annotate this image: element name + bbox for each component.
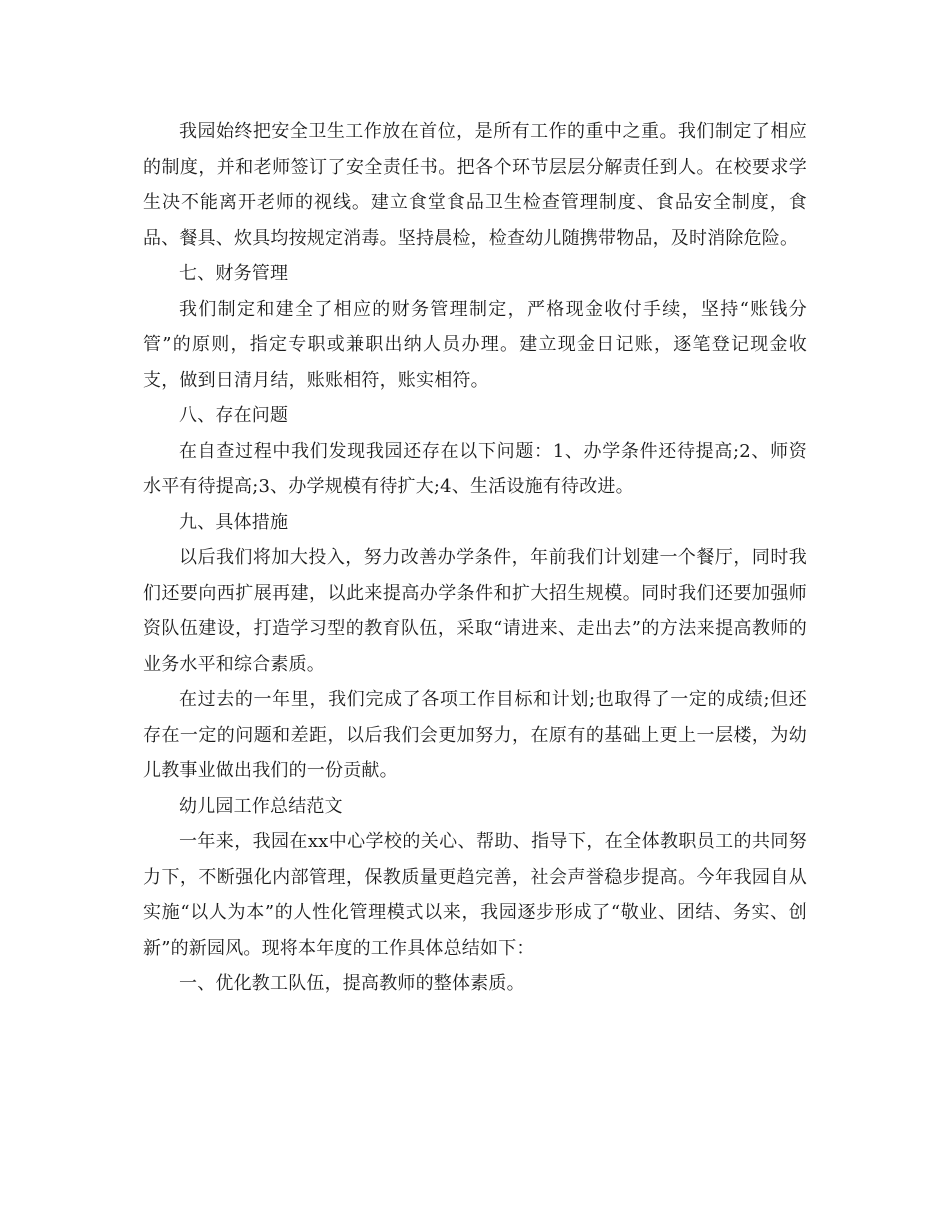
paragraph-safety: 我园始终把安全卫生工作放在首位，是所有工作的重中之重。我们制定了相应的制度，并和老师签订了安全责任书。把各个环节层层分解责任到人。在校要求学生决不能离开老师的视线。建立食堂食品卫生检查管理制度、食品安全制度，食品、餐具、炊具均按规定消毒。坚持晨检，检查幼儿随携带物品，及时消除危险。 [143,121,807,249]
document-page [143,114,807,1002]
section-title-summary: 幼儿园工作总结范文 [179,795,343,817]
paragraph-finance: 我们制定和建全了相应的财务管理制定，严格现金收付手续，坚持“账钱分管”的原则，指定专职或兼职出纳人员办理。建立现金日记账，逐笔登记现金收支，做到日清月结，账账相符，账实相符。 [143,298,807,391]
paragraph-summary-intro: 一年来，我园在xx中心学校的关心、帮助、指导下，在全体教职员工的共同努力下，不断强化内部管理，保教质量更趋完善，社会声誉稳步提高。今年我园自从实施“以人为本”的人性化管理模式以来，我园逐步形成了“敬业、团结、务实、创新”的新园风。现将本年度的工作具体总结如下： [143,831,807,959]
heading-measures: 九、具体措施 [179,511,289,533]
heading-optimize-staff: 一、优化教工队伍，提高教师的整体素质。 [179,973,525,994]
paragraph-conclusion: 在过去的一年里，我们完成了各项工作目标和计划;也取得了一定的成绩;但还存在一定的问题和差距，以后我们会更加努力，在原有的基础上更上一层楼，为幼儿教事业做出我们的一份贡献。 [143,689,807,781]
paragraph-problems: 在自查过程中我们发现我园还存在以下问题：1、办学条件还待提高;2、师资水平有待提高;3、办学规模有待扩大;4、生活设施有待改进。 [143,440,807,497]
heading-problems: 八、存在问题 [179,405,289,426]
paragraph-measures: 以后我们将加大投入，努力改善办学条件，年前我们计划建一个餐厅，同时我们还要向西扩展再建，以此来提高办学条件和扩大招生规模。同时我们还要加强师资队伍建设，打造学习型的教育队伍，采取“请进来、走出去”的方法来提高教师的业务水平和综合素质。 [143,547,807,675]
heading-finance: 七、财务管理 [179,263,289,284]
